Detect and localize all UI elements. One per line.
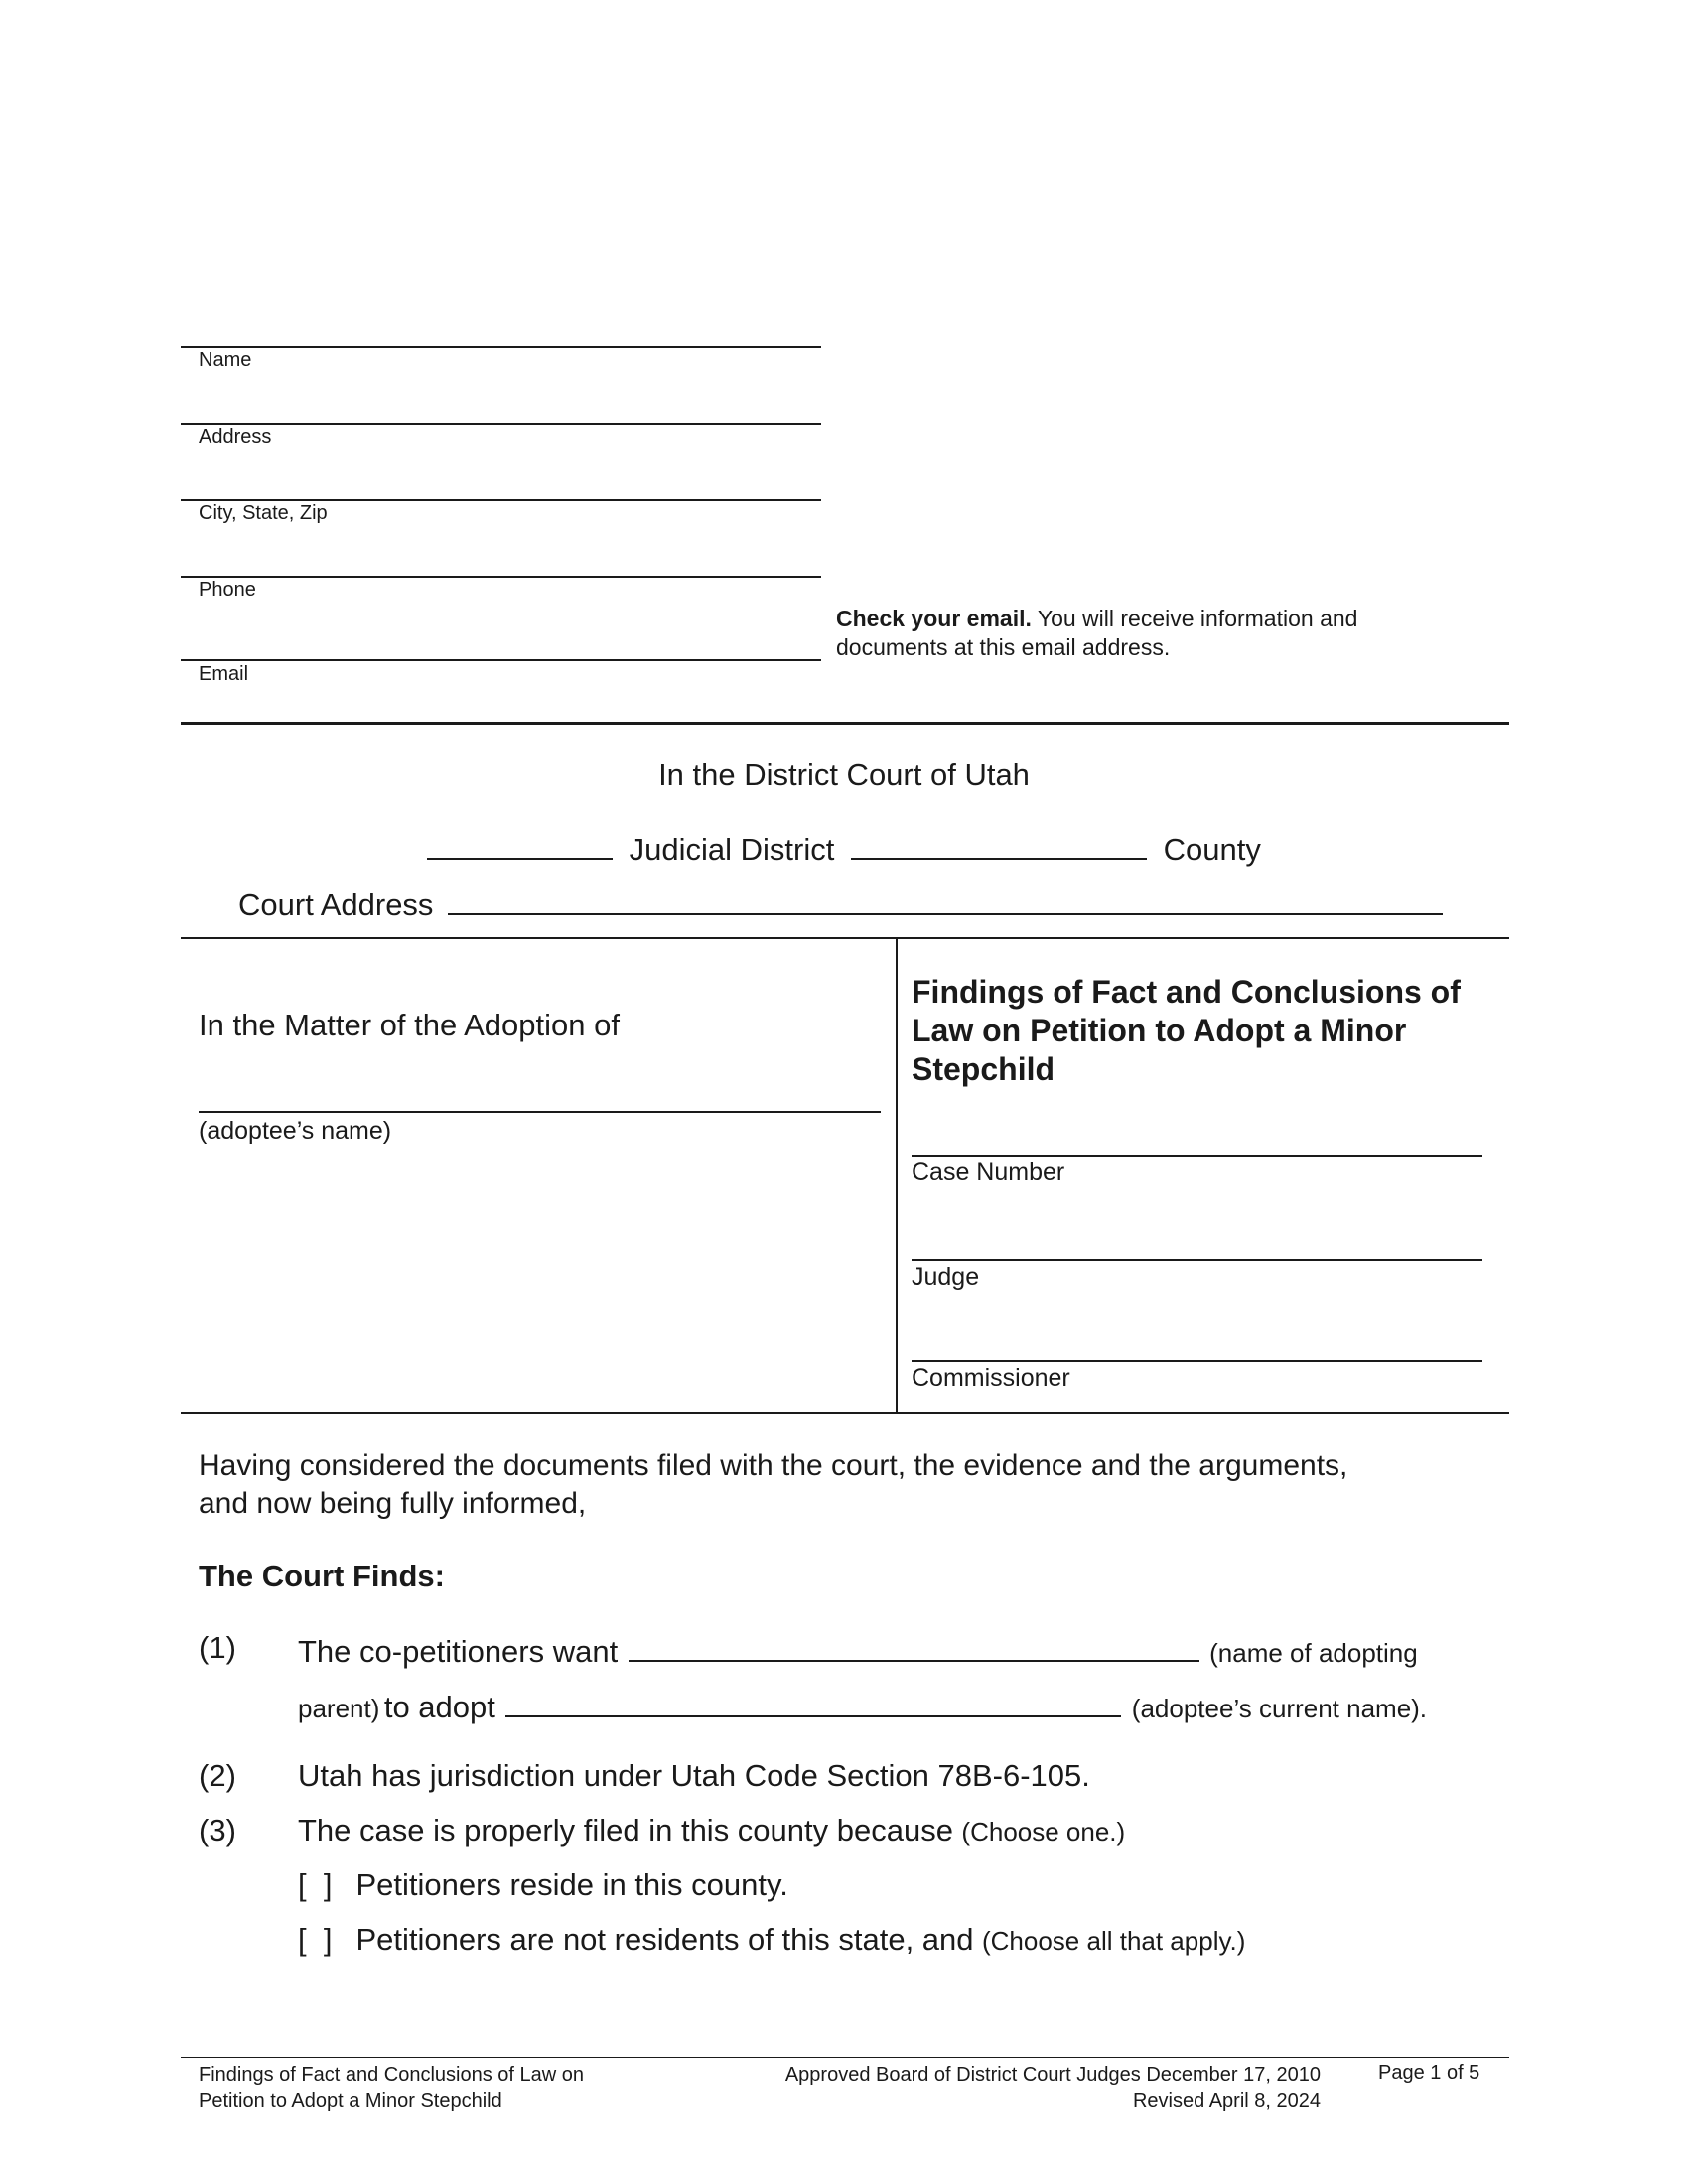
option-1-text: Petitioners reside in this county. xyxy=(355,1867,788,1902)
footer-approved: Approved Board of District Court Judges December 17, 2010 xyxy=(784,2064,1321,2086)
option-2-checkbox[interactable]: [ ] xyxy=(298,1922,333,1957)
option-2-paren: (Choose all that apply.) xyxy=(981,1926,1246,1956)
item-1-text-a: The co-petitioners want xyxy=(298,1634,619,1669)
court-title: In the District Court of Utah xyxy=(658,757,1030,792)
document-title xyxy=(912,973,1507,1089)
case-number-label: Case Number xyxy=(912,1159,1065,1186)
email-label: Email xyxy=(199,663,249,685)
court-address-row xyxy=(238,884,1443,923)
email-notice-text-1: You will receive information and xyxy=(1031,606,1358,631)
email-notice-text-2: documents at this email address. xyxy=(836,634,1171,660)
name-line[interactable] xyxy=(181,346,821,348)
document-title-line-2: Law on Petition to Adopt a Minor xyxy=(912,1013,1407,1048)
judicial-district-label: Judicial District xyxy=(629,832,835,867)
option-1-checkbox[interactable]: [ ] xyxy=(298,1867,333,1902)
footer-revised: Revised April 8, 2024 xyxy=(1132,2090,1321,2112)
caption-bottom-border xyxy=(181,1412,1509,1414)
document-title-line-1: Findings of Fact and Conclusions of xyxy=(912,974,1461,1010)
phone-line[interactable] xyxy=(181,576,821,578)
option-not-residents[interactable] xyxy=(298,1922,1245,1958)
item-3-text: The case is properly filed in this county because xyxy=(298,1813,953,1847)
city-state-zip-label: City, State, Zip xyxy=(199,502,328,524)
district-county-row xyxy=(427,828,1261,868)
county-label: County xyxy=(1163,832,1261,867)
footer-title-line-2: Petition to Adopt a Minor Stepchild xyxy=(199,2090,502,2112)
intro-line-1: Having considered the documents filed with the court, the evidence and the arguments, xyxy=(199,1449,1348,1482)
option-2-text: Petitioners are not residents of this state, and xyxy=(355,1922,974,1957)
footer-rule xyxy=(181,2057,1509,2058)
intro-paragraph xyxy=(199,1447,1347,1523)
email-line[interactable] xyxy=(181,659,821,661)
item-1-paren-a: (name of adopting xyxy=(1209,1638,1418,1668)
findings-heading: The Court Finds: xyxy=(199,1559,445,1593)
court-address-blank[interactable] xyxy=(448,884,1443,915)
item-2-text: Utah has jurisdiction under Utah Code Section 78B-6-105. xyxy=(298,1758,1090,1793)
adoptee-name-label: (adoptee’s name) xyxy=(199,1117,392,1145)
caption-divider xyxy=(896,937,898,1412)
phone-label: Phone xyxy=(199,579,256,601)
item-2-number: (2) xyxy=(199,1758,236,1793)
commissioner-label: Commissioner xyxy=(912,1364,1070,1392)
county-blank[interactable] xyxy=(851,828,1147,860)
adopting-parent-blank[interactable] xyxy=(629,1630,1199,1662)
option-reside-in-county[interactable] xyxy=(298,1867,788,1903)
address-label: Address xyxy=(199,426,272,448)
item-3-number: (3) xyxy=(199,1813,236,1847)
matter-heading: In the Matter of the Adoption of xyxy=(199,1008,620,1042)
name-label: Name xyxy=(199,349,252,371)
email-notice-bold: Check your email. xyxy=(836,606,1032,631)
address-line[interactable] xyxy=(181,423,821,425)
caption-top-border xyxy=(181,937,1509,939)
footer-approval xyxy=(685,2062,1321,2114)
item-1-paren-c: (adoptee’s current name). xyxy=(1131,1694,1428,1723)
item-1-line-1 xyxy=(298,1630,1418,1670)
adoptee-current-name-blank[interactable] xyxy=(505,1686,1121,1717)
case-number-line[interactable] xyxy=(912,1155,1482,1157)
adoptee-name-line[interactable] xyxy=(199,1111,881,1113)
email-notice xyxy=(836,605,1432,662)
item-1-line-2 xyxy=(298,1686,1427,1725)
city-state-zip-line[interactable] xyxy=(181,499,821,501)
item-1-paren-b: parent) xyxy=(298,1694,380,1723)
judge-label: Judge xyxy=(912,1263,980,1291)
intro-line-2: and now being fully informed, xyxy=(199,1487,587,1520)
document-title-line-3: Stepchild xyxy=(912,1051,1055,1087)
footer-title-line-1: Findings of Fact and Conclusions of Law on xyxy=(199,2064,584,2086)
item-3-paren: (Choose one.) xyxy=(961,1817,1126,1846)
footer-title xyxy=(199,2062,584,2114)
judicial-district-blank[interactable] xyxy=(427,828,613,860)
item-1-number: (1) xyxy=(199,1630,236,1665)
commissioner-line[interactable] xyxy=(912,1360,1482,1362)
footer-page-number: Page 1 of 5 xyxy=(1378,2062,1480,2084)
item-1-text-b: to adopt xyxy=(383,1690,495,1724)
judge-line[interactable] xyxy=(912,1259,1482,1261)
item-3-line xyxy=(298,1813,1125,1848)
header-divider xyxy=(181,722,1509,725)
court-address-label: Court Address xyxy=(238,887,434,922)
